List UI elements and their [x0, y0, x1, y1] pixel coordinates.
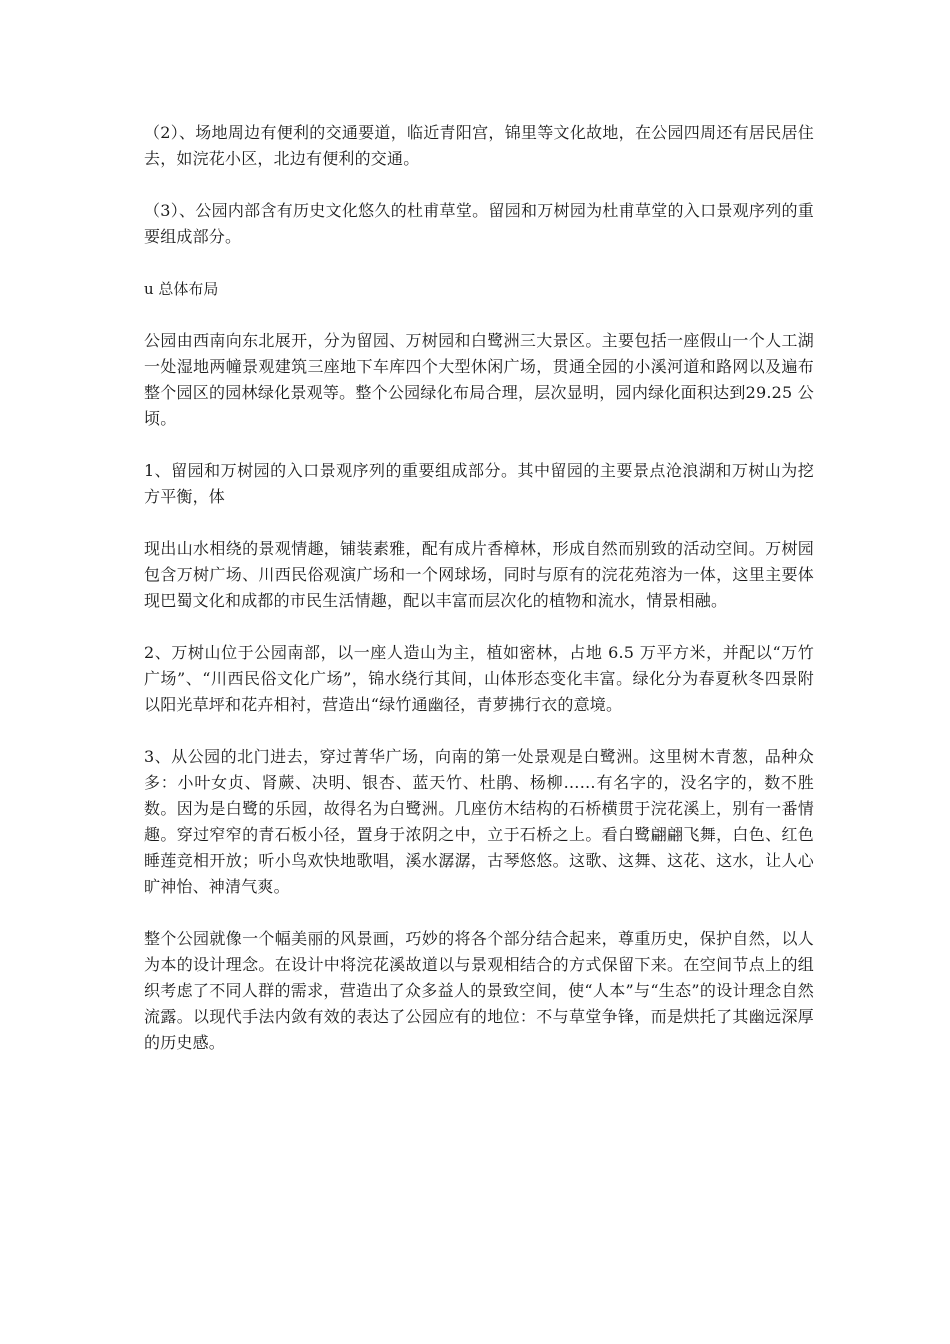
paragraph-item-3: 3、从公园的北门进去，穿过菁华广场，向南的第一处景观是白鹭洲。这里树木青葱，品种众多：小叶女贞、肾蕨、决明、银杏、蓝天竹、杜鹃、杨柳……有名字的，没名字的，数不胜数。因为是白鹭的乐园，故得名为白鹭洲。几座仿木结构的石桥横贯于浣花溪上，别有一番情趣。穿过窄窄的青石板小径，置身于浓阴之中，立于石桥之上。看白鹭翩翩飞舞，白色、红色睡莲竞相开放；听小鸟欢快地歌唱，溪水潺潺，古琴悠悠。这歌、这舞、这花、这水，让人心旷神怡、神清气爽。: [144, 747, 814, 896]
section-heading-overall-layout: u 总体布局: [144, 280, 219, 298]
paragraph-transport: （2）、场地周边有便利的交通要道，临近青阳宫，锦里等文化故地，在公园四周还有居民居住去，如浣花小区，北边有便利的交通。: [144, 123, 814, 168]
paragraph-item-2: 2、万树山位于公园南部，以一座人造山为主，植如密林，占地 6.5 万平方米，并配以“万竹广场”、“川西民俗文化广场”，锦水绕行其间，山体形态变化丰富。绿化分为春夏秋冬四景附以阳光草坪和花卉相衬，营造出“绿竹通幽径，青萝拂行衣的意境。: [144, 643, 814, 714]
paragraph-item-1-continued: 现出山水相绕的景观情趣，铺装素雅，配有成片香樟林，形成自然而别致的活动空间。万树园包含万树广场、川西民俗观演广场和一个网球场，同时与原有的浣花苑溶为一体，这里主要体现巴蜀文化和成都的市民生活情趣，配以丰富而层次化的植物和流水，情景相融。: [144, 539, 814, 610]
paragraph-item-1-intro: 1、留园和万树园的入口景观序列的重要组成部分。其中留园的主要景点沧浪湖和万树山为挖方平衡，体: [144, 461, 814, 506]
paragraph-du-fu-cottage: （3）、公园内部含有历史文化悠久的杜甫草堂。留园和万树园为杜甫草堂的入口景观序列的重要组成部分。: [144, 201, 814, 246]
paragraph-conclusion: 整个公园就像一个幅美丽的风景画，巧妙的将各个部分结合起来，尊重历史，保护自然，以人为本的设计理念。在设计中将浣花溪故道以与景观相结合的方式保留下来。在空间节点上的组织考虑了不同人群的需求，营造出了众多益人的景致空间，使“人本”与“生态”的设计理念自然流露。以现代手法内敛有效的表达了公园应有的地位：不与草堂争锋，而是烘托了其幽远深厚的历史感。: [144, 929, 814, 1052]
paragraph-overall-layout: 公园由西南向东北展开，分为留园、万树园和白鹭洲三大景区。主要包括一座假山一个人工湖一处湿地两幢景观建筑三座地下车库四个大型休闲广场，贯通全园的小溪河道和路网以及遍布整个园区的园林绿化景观等。整个公园绿化布局合理，层次显明，园内绿化面积达到29.25 公顷。: [144, 331, 814, 428]
document-body: [144, 120, 814, 1082]
